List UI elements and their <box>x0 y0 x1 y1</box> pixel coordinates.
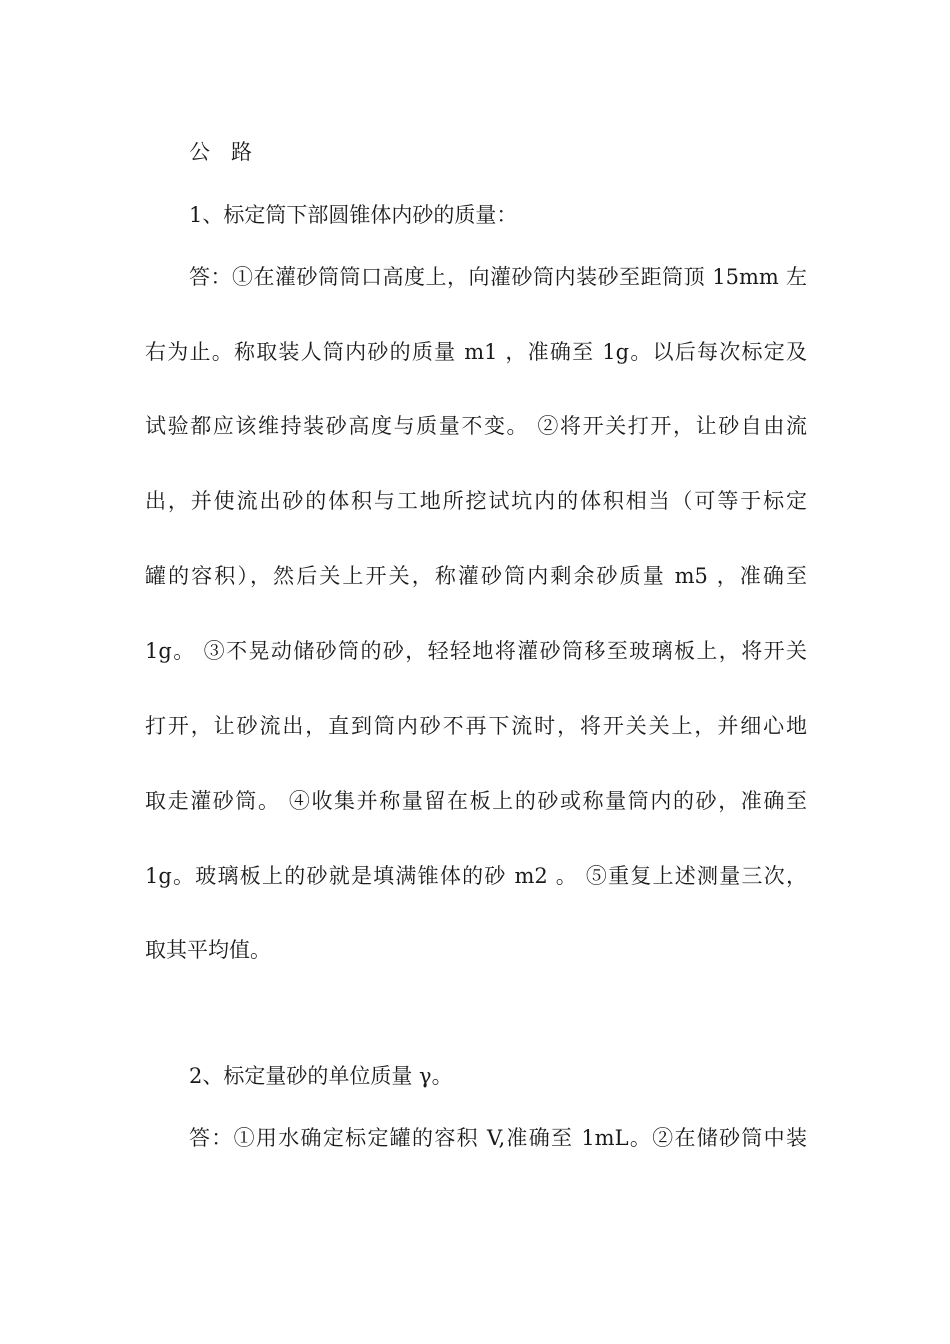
paragraph-line: 取走灌砂筒。 ④收集并称量留在板上的砂或称量筒内的砂，准确至 <box>145 789 807 813</box>
paragraph-line: 取其平均值。 <box>145 938 271 962</box>
paragraph-line: 答：①在灌砂筒筒口高度上，向灌砂筒内装砂至距筒顶 15mm 左 <box>189 265 807 289</box>
paragraph-line: 打开，让砂流出，直到筒内砂不再下流时，将开关关上，并细心地 <box>145 714 807 738</box>
section-2-heading: 2、标定量砂的单位质量 γ。 <box>189 1064 453 1088</box>
paragraph-line: 罐的容积），然后关上开关，称灌砂筒内剩余砂质量 m5 ，准确至 <box>145 564 807 588</box>
paragraph-line: 答：①用水确定标定罐的容积 V,准确至 1mL。②在储砂筒中装 <box>189 1126 807 1150</box>
paragraph-line: 出，并使流出砂的体积与工地所挖试坑内的体积相当（可等于标定 <box>145 489 807 513</box>
document-title: 公 路 <box>189 140 252 164</box>
paragraph-line: 右为止。称取装人筒内砂的质量 m1 ，准确至 1g。以后每次标定及 <box>145 340 807 364</box>
paragraph-line: 试验都应该维持装砂高度与质量不变。 ②将开关打开，让砂自由流 <box>145 414 807 438</box>
paragraph-line: 1g。 ③不晃动储砂筒的砂，轻轻地将灌砂筒移至玻璃板上，将开关 <box>145 639 807 663</box>
paragraph-line: 1g。玻璃板上的砂就是填满锥体的砂 m2 。 ⑤重复上述测量三次， <box>145 864 807 888</box>
section-1-heading: 1、标定筒下部圆锥体内砂的质量： <box>189 203 518 227</box>
